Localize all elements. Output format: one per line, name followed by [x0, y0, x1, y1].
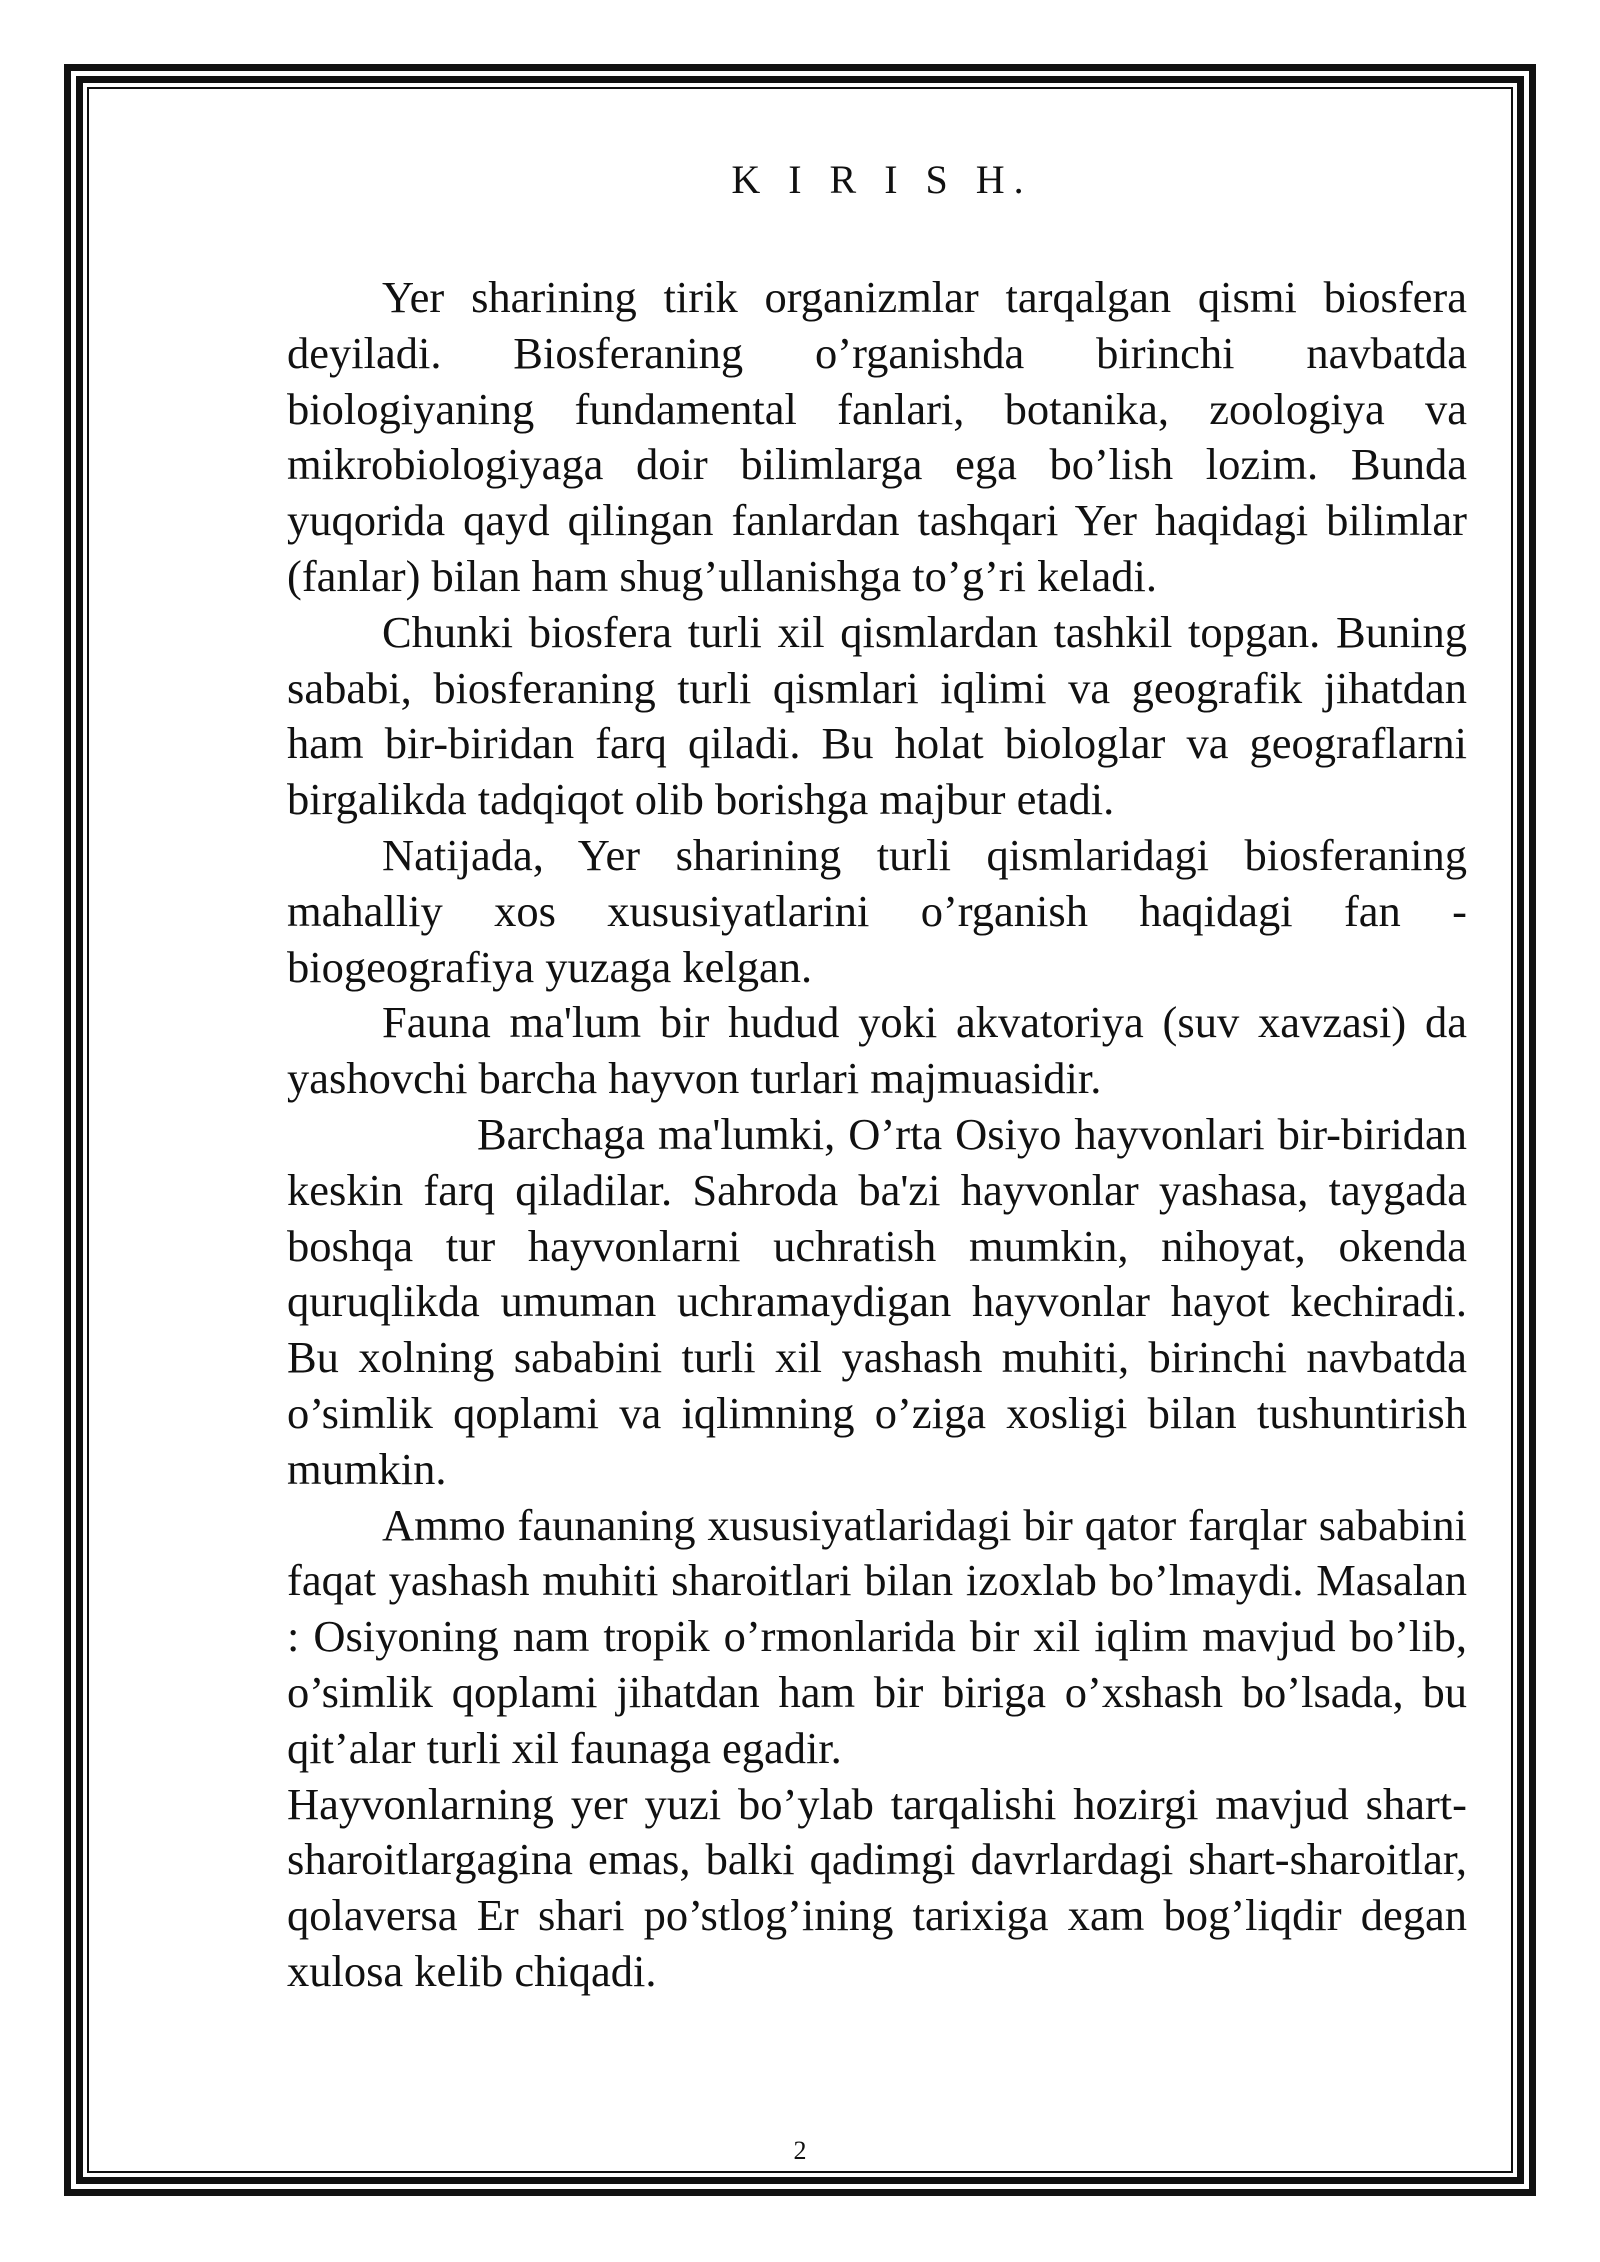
- paragraph-6: Ammo faunaning xususiyatlaridagi bir qator farqlar sababini faqat yashash muhiti sharoitlari bilan izoxlab bo’lmaydi. Masalan : Osiyoning nam tropik o’rmonlarida bir xil iqlim mavjud bo’lib, o’simlik qoplami jihatdan ham bir biriga o’xshash bo’lsada, bu qit’alar turli xil faunaga egadir.: [287, 1499, 1467, 1773]
- paragraph-1: Yer sharining tirik organizmlar tarqalgan qismi biosfera deyiladi. Biosferaning o’rganishda birinchi navbatda biologiyaning fundamental fanlari, botanika, zoologiya va mikrobiologiyaga doir bilimlarga ega bo’lish lozim. Bunda yuqorida qayd qilingan fanlardan tashqari Yer haqidagi bilimlar (fanlar) bilan ham shug’ullanishga to’g’ri keladi.: [287, 272, 1467, 601]
- paragraph-4: Fauna ma'lum bir hudud yoki akvatoriya (suv xavzasi) da yashovchi barcha hayvon turlari majmuasidir.: [287, 997, 1467, 1104]
- paragraph-5: Barchaga ma'lumki, O’rta Osiyo hayvonlari bir-biridan keskin farq qiladilar. Sahroda ba'zi hayvonlar yashasa, taygada boshqa tur hayvonlarni uchratish mumkin, nihoyat, okenda quruqlikda umuman uchramaydigan hayvonlar hayot kechiradi. Bu xolning sababini turli xil yashash muhiti, birinchi navbatda o’simlik qoplami va iqlimning o’ziga xosligi bilan tushuntirish mumkin.: [287, 1108, 1467, 1494]
- paragraph-2: Chunki biosfera turli xil qismlardan tashkil topgan. Buning sababi, biosferaning turli qismlari iqlimi va geografik jihatdan ham bir-biridan farq qiladi. Bu holat biologlar va geograflarni birgalikda tadqiqot olib borishga majbur etadi.: [287, 606, 1467, 825]
- paragraph-7: Hayvonlarning yer yuzi bo’ylab tarqalishi hozirgi mavjud shart-sharoitlargagina emas, balki qadimgi davrlardagi shart-sharoitlar, qolaversa Er shari po’stlog’ining tarixiga xam bog’liqdir degan xulosa kelib chiqadi.: [287, 1778, 1467, 1996]
- page-number: 2: [793, 2136, 807, 2165]
- page-content: [287, 150, 1467, 2000]
- document-title: K I R I S H.: [731, 157, 1033, 202]
- paragraph-3: Natijada, Yer sharining turli qismlaridagi biosferaning mahalliy xos xususiyatlarini o’rganish haqidagi fan - biogeografiya yuzaga kelgan.: [287, 829, 1467, 992]
